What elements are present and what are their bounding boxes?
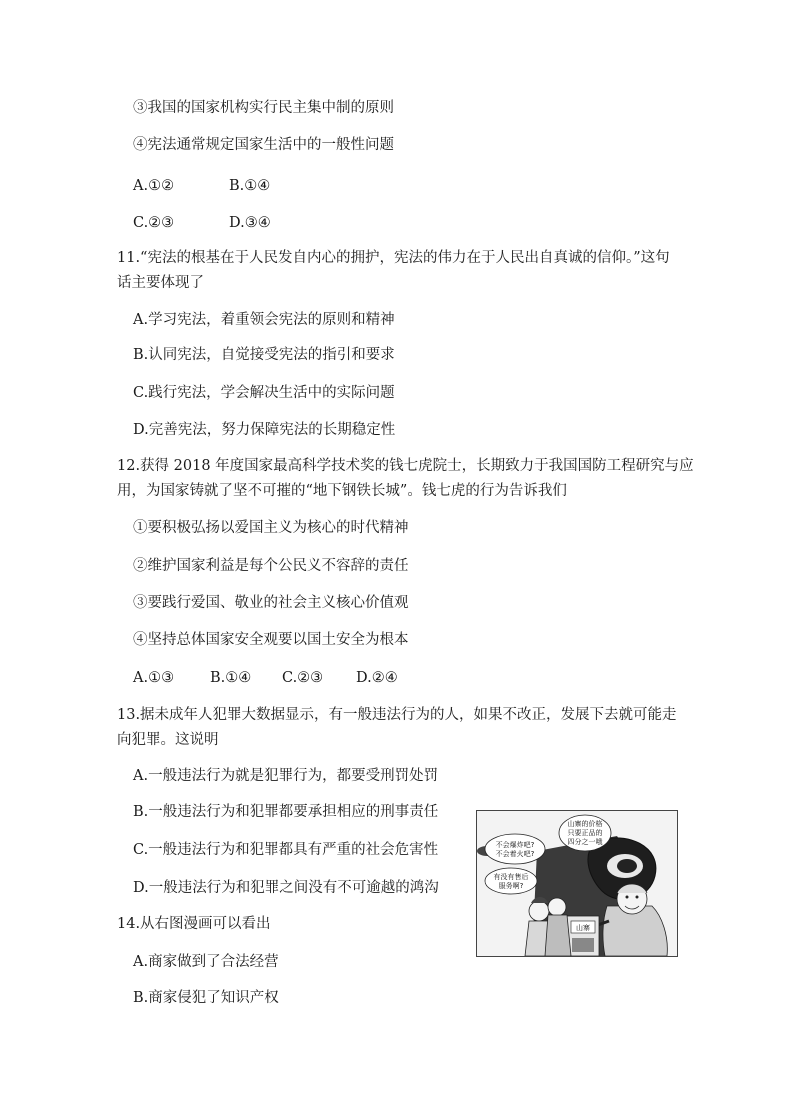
- q13-option-d: D.一般违法行为和犯罪之间没有不可逾越的鸿沟: [133, 880, 439, 896]
- q13-stem-line2: 向犯罪。这说明: [117, 732, 219, 748]
- q14-option-a: A.商家做到了合法经营: [133, 954, 279, 970]
- q10-statement-4: ④宪法通常规定国家生活中的一般性问题: [133, 137, 394, 153]
- q13-option-a: A.一般违法行为就是犯罪行为，都要受刑罚处罚: [133, 768, 439, 784]
- q10-option-a: A.①②: [133, 178, 175, 194]
- q10-options-row2: [133, 213, 271, 233]
- q12-statement-3: ③要践行爱国、敬业的社会主义核心价值观: [133, 595, 409, 611]
- bubble-left-top-line2: 不会着火吧?: [495, 850, 535, 858]
- bubble-right-line3: 四分之一哦: [567, 838, 603, 846]
- q12-statement-4: ④坚持总体国家安全观要以国土安全为根本: [133, 632, 409, 648]
- cartoon-drawing: [477, 811, 677, 956]
- bubble-left-top: [485, 834, 545, 864]
- q10-option-b: B.①④: [229, 178, 271, 194]
- q10-options-row1: [133, 176, 270, 196]
- product-box-label: 山寨: [576, 924, 590, 932]
- q11-stem-line1: 11.“宪法的根基在于人民发自内心的拥护，宪法的伟力在于人民出自真诚的信仰。”这句: [117, 250, 670, 266]
- q10-option-d: D.③④: [229, 215, 271, 231]
- bubble-left-bottom-line1: 有没有售后: [493, 873, 529, 881]
- bubble-left-top-line1: 不会爆炸吧?: [495, 841, 535, 849]
- q11-option-c: C.践行宪法，学会解决生活中的实际问题: [133, 385, 395, 401]
- q12-option-a: A.①③: [133, 670, 175, 686]
- q12-option-b: B.①④: [210, 670, 252, 686]
- bubble-left-bottom: [485, 868, 537, 894]
- q10-statement-3: ③我国的国家机构实行民主集中制的原则: [133, 100, 394, 116]
- q11-option-a: A.学习宪法，着重领会宪法的原则和精神: [133, 312, 395, 328]
- q14-option-b: B.商家侵犯了知识产权: [133, 990, 279, 1006]
- q12-statement-2: ②维护国家利益是每个公民义不容辞的责任: [133, 558, 409, 574]
- q12-statement-1: ①要积极弘扬以爱国主义为核心的时代精神: [133, 520, 409, 536]
- q12-stem-line1: 12.获得 2018 年度国家最高科学技术奖的钱七虎院士，长期致力于我国国防工程研究与应: [117, 458, 694, 474]
- bubble-right-line2: 只要正品的: [567, 829, 603, 837]
- q12-option-d: D.②④: [356, 670, 398, 686]
- q10-option-c: C.②③: [133, 215, 175, 231]
- q14-stem: 14.从右图漫画可以看出: [117, 916, 271, 932]
- bubble-right: [559, 815, 611, 851]
- q12-option-c: C.②③: [282, 670, 324, 686]
- q13-option-b: B.一般违法行为和犯罪都要承担相应的刑事责任: [133, 804, 439, 820]
- q14-cartoon-image: [476, 810, 678, 957]
- q11-option-b: B.认同宪法，自觉接受宪法的指引和要求: [133, 347, 395, 363]
- product-box: [567, 916, 599, 956]
- q12-options-row: [133, 668, 398, 688]
- q12-stem-line2: 用，为国家铸就了坚不可摧的“地下钢铁长城”。钱七虎的行为告诉我们: [117, 483, 567, 499]
- figure-customers: [525, 897, 571, 956]
- q11-option-d: D.完善宪法，努力保障宪法的长期稳定性: [133, 422, 396, 438]
- q11-stem-line2: 话主要体现了: [117, 275, 204, 291]
- bubble-left-bottom-line2: 服务啊?: [498, 882, 524, 890]
- q13-stem-line1: 13.据未成年人犯罪大数据显示，有一般违法行为的人，如果不改正，发展下去就可能走: [117, 707, 677, 723]
- bubble-right-line1: 山寨的价格: [567, 820, 603, 828]
- q13-option-c: C.一般违法行为和犯罪都具有严重的社会危害性: [133, 842, 439, 858]
